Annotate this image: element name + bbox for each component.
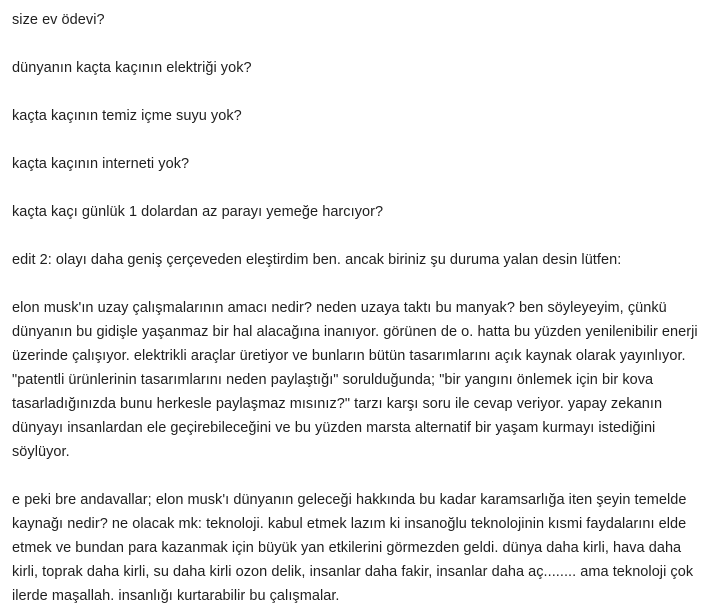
paragraph: elon musk'ın uzay çalışmalarının amacı nedir? neden uzaya taktı bu manyak? ben söyleyeyim, çünkü dünyanın bu gidişle yaşanmaz bir hal alacağına inanıyor. görünen de o. hatta bu yüzden yenilenibilir enerji üzerinde çalışıyor. elektrikli araçlar üretiyor ve bunların bütün tasarımlarını açık kaynak olarak yayınlıyor. "patentli ürünlerinin tasarımlarını neden paylaştığı" sorulduğunda; "bir yangını önlemek için bir kova tasarladığınızda bunu herkesle paylaşmaz mısınız?" tarzı karşı soru ile cevap veriyor. yapay zekanın dünyayı insanlardan ele geçirebileceğini ve bu yüzden marsta alternatif bir yaşam kurmayı istediğini söylüyor. (12, 300, 702, 460)
paragraph: size ev ödevi? (12, 12, 105, 28)
paragraph: e peki bre andavallar; elon musk'ı dünyanın geleceği hakkında bu kadar karamsarlığa iten şeyin temelde kaynağı nedir? ne olacak mk: teknoloji. kabul etmek lazım ki insanoğlu teknolojinin kısmi faydalarını elde etmek ve bundan para kazanmak için büyük yan etkilerini görmezden geldi. dünya daha kirli, hava daha kirli, toprak daha kirli, su daha kirli ozon delik, insanlar daha fakir, insanlar daha aç........ ama teknoloji çok ilerde maşallah. insanlığı kurtarabilir bu çalışmalar. (12, 492, 698, 604)
paragraph: dünyanın kaçta kaçının elektriği yok? (12, 60, 252, 76)
paragraph: kaçta kaçının temiz içme suyu yok? (12, 108, 242, 124)
paragraph: kaçta kaçının interneti yok? (12, 156, 190, 172)
paragraph: kaçta kaçı günlük 1 dolardan az parayı yemeğe harcıyor? (12, 204, 384, 220)
paragraph-edit-note: edit 2: olayı daha geniş çerçeveden eleştirdim ben. ancak biriniz şu duruma yalan desin lütfen: (12, 252, 622, 268)
